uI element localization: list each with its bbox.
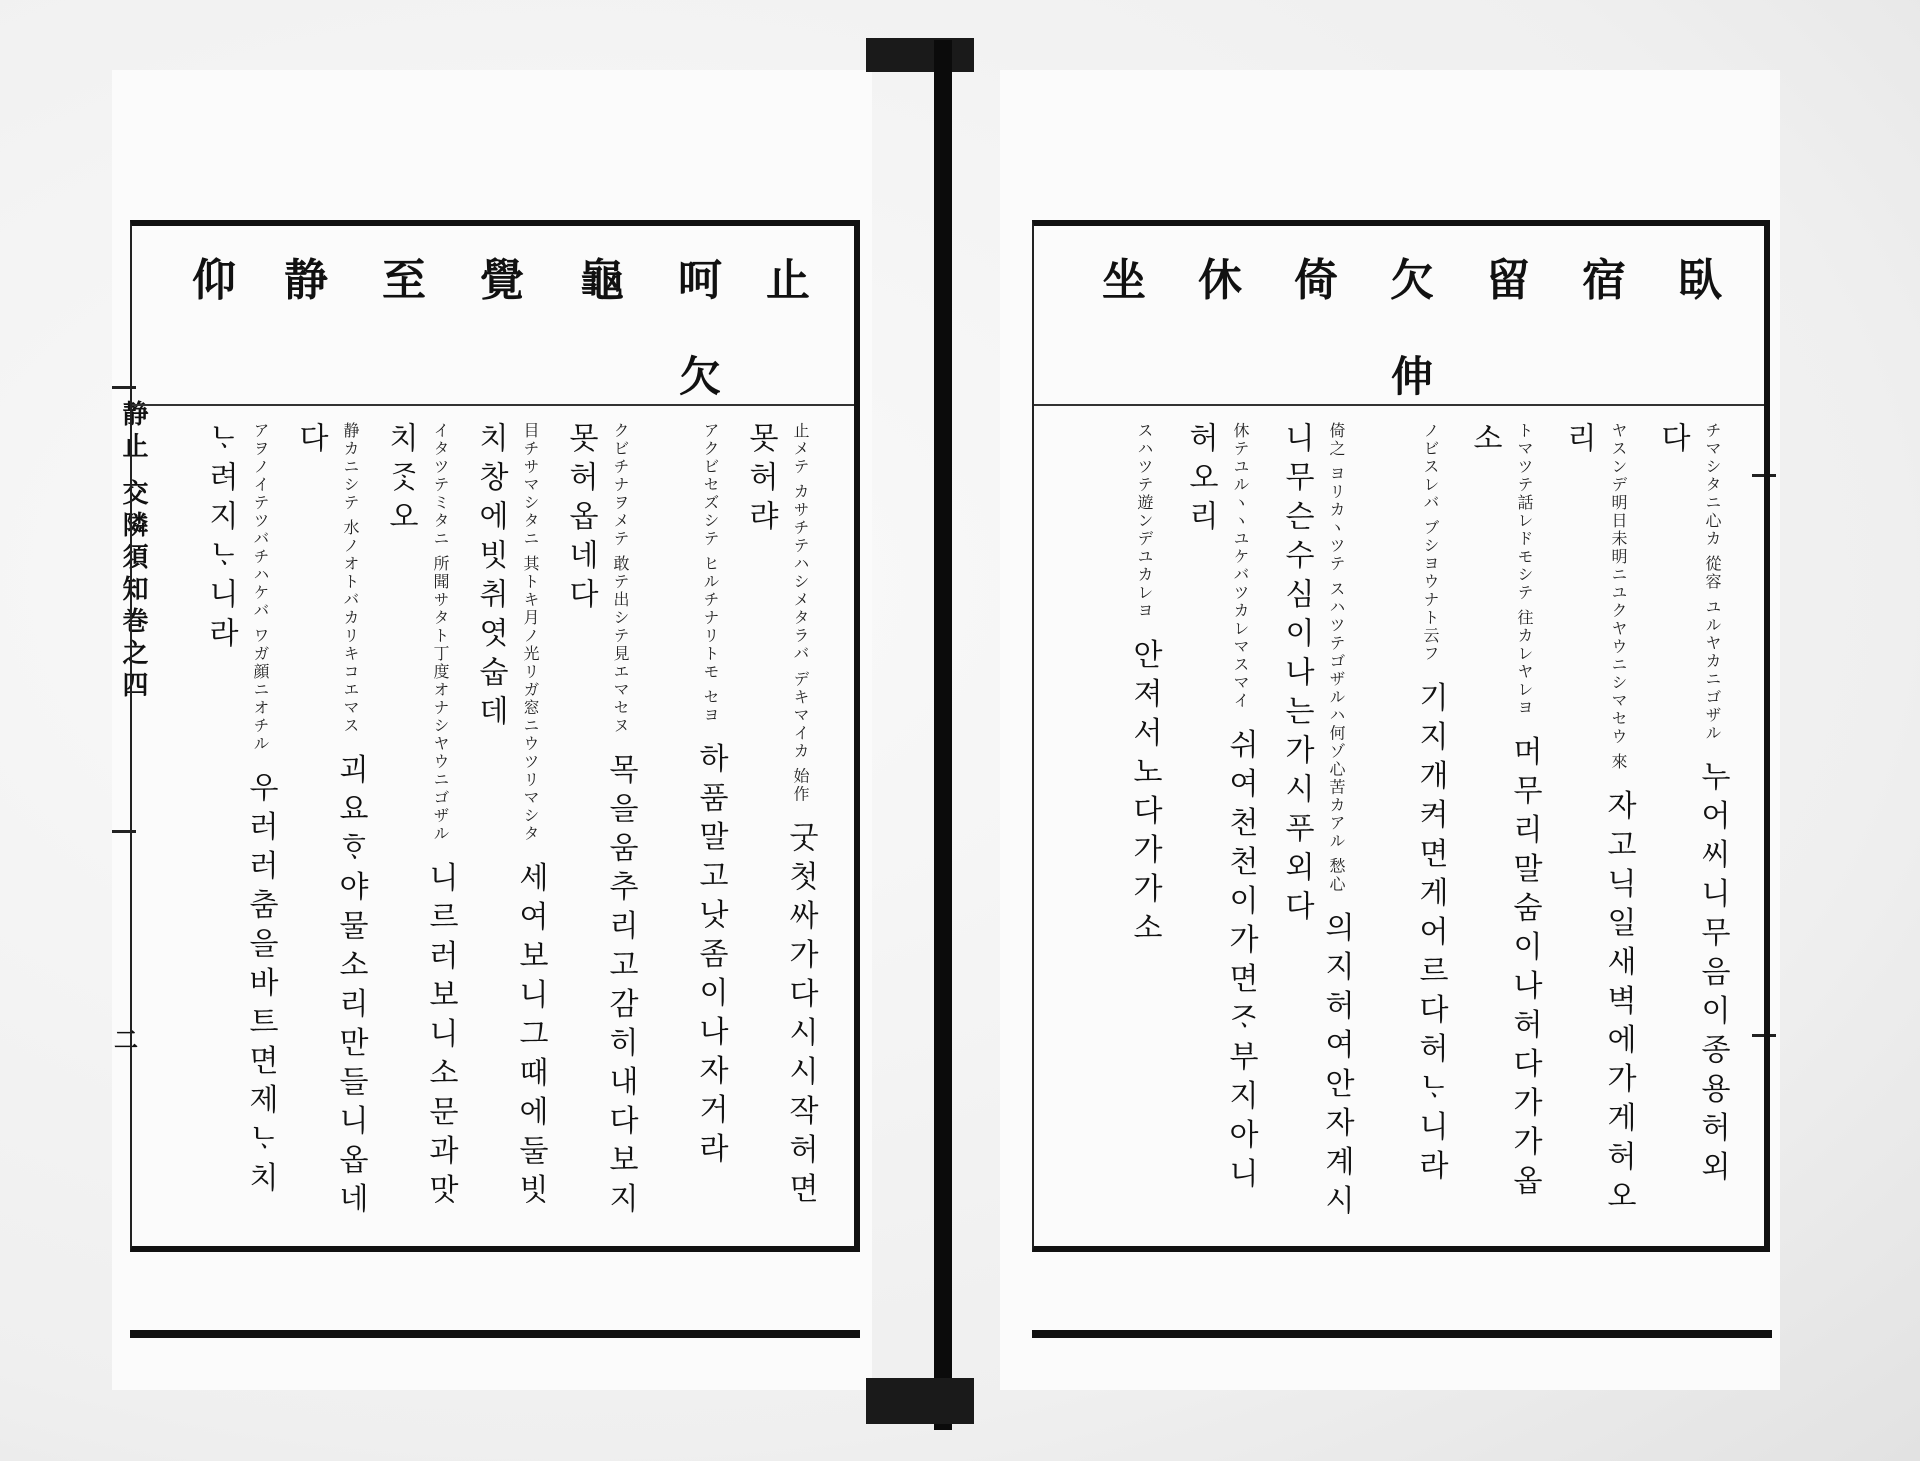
korean-text: 니르러보니소문과맛치ᄌᆞᆺ오 — [383, 422, 458, 1213]
sub-head-char: 欠 — [678, 352, 721, 401]
head-char: 臥 — [1678, 255, 1722, 306]
entry-column — [1180, 422, 1260, 1226]
head-char: 覺 — [480, 255, 524, 306]
japanese-gloss: トマツテ話レドモシテ 往カレヤレヨ — [1515, 422, 1534, 718]
bottom-rule — [130, 1330, 860, 1338]
japanese-gloss: 静カニシテ 水ノオトバカリキコエマス — [341, 422, 360, 736]
korean-text: 목을움추리고감히내다보지못허옵네다 — [563, 422, 638, 1222]
head-character-row — [132, 244, 854, 401]
korean-text: 우러러춤을바트면제ᄂᆞ치ᄂᆞ려지ᄂᆞ니라 — [203, 422, 278, 1201]
head-char: 坐 — [1102, 255, 1146, 306]
left-page — [112, 70, 872, 1390]
entry-column — [740, 422, 820, 1226]
japanese-gloss: 止メテ カサチテハシメタラバ デキマイカ 始作 — [791, 422, 810, 804]
head-char: 至 — [382, 255, 426, 306]
text-frame — [1032, 220, 1770, 1252]
entry-column — [380, 422, 460, 1226]
japanese-gloss: アヲノイテツバチハケバ ワガ顔ニオチル — [251, 422, 270, 754]
book-spine — [934, 40, 952, 1430]
entry-column — [1652, 422, 1732, 1226]
entry-column — [470, 422, 550, 1226]
japanese-gloss: クビチナヲメテ 敢テ出シテ見エマセヌ — [611, 422, 630, 736]
korean-text: 안져서노다가가소 — [1127, 638, 1162, 951]
head-char: 欠 — [1390, 255, 1434, 306]
japanese-gloss: 休テユルヽヽユケバツカレマスマイ — [1231, 422, 1250, 710]
japanese-gloss: チマシタニ心カ 從容 ユルヤカニゴザル — [1703, 422, 1722, 743]
korean-text: 굿첫싸가다시시작허면못허랴 — [743, 422, 818, 1212]
page-number: 二 — [114, 1025, 138, 1054]
japanese-gloss: アクビセズシテ ヒルチナリトモ セヨ — [701, 422, 720, 725]
japanese-gloss: 目チサマシタニ 其トキ月ノ光リガ窓ニウツリマシタ — [521, 422, 540, 844]
korean-text: 기지개켜면게어르다허ᄂᆞ니라 — [1413, 681, 1448, 1189]
head-char: 龜 — [580, 255, 624, 306]
head-char: 休 — [1198, 255, 1242, 306]
header-rule — [1034, 404, 1764, 406]
entry-column — [1124, 422, 1164, 951]
japanese-gloss: スハツテ遊ンデユカレヨ — [1135, 422, 1154, 620]
japanese-gloss: ノビスレバ ブシヨウナト云フ — [1421, 422, 1440, 664]
header-rule — [132, 404, 854, 406]
head-char: 倚 — [1294, 255, 1338, 306]
japanese-gloss: イタツテミタニ 所聞サタト丁度オナシヤウニゴザル — [431, 422, 450, 844]
head-character-row — [1034, 244, 1764, 401]
entry-column — [1464, 422, 1544, 1226]
entry-column — [200, 422, 280, 1226]
head-char: 留 — [1486, 255, 1530, 306]
entry-column — [1558, 422, 1638, 1226]
entry-column — [1276, 422, 1356, 1226]
entry-column — [560, 422, 640, 1226]
japanese-gloss: 倚之 ヨリカヽツテ スハツテゴザルハ何ゾ心苦カアル 愁心 — [1327, 422, 1346, 894]
korean-text: 누어씨니무음이종용허외다 — [1655, 422, 1730, 1190]
japanese-gloss: ヤスンデ明日未明ニユクヤウニシマセウ 來 — [1609, 422, 1628, 772]
entry-column — [1410, 422, 1450, 1189]
korean-text: 자고닉일새벽에가게허오리 — [1561, 422, 1636, 1219]
korean-text: 쉬여천천이가면ᄌᆞ부지아니허오리 — [1183, 422, 1258, 1197]
text-frame — [130, 220, 860, 1252]
entry-columns — [1034, 422, 1764, 1226]
entry-columns — [132, 422, 854, 1226]
korean-text: 세여보니그때에둘빗치창에빗취엿숩데 — [473, 422, 548, 1213]
margin-title: 静止 交隣須知巻之四 — [118, 400, 148, 704]
head-char: 止 — [766, 255, 810, 306]
head-char: 仰 — [192, 255, 236, 306]
korean-text: 괴요ᄒᆞ야물소리만들니옵네다 — [293, 422, 368, 1222]
sub-head-char: 伸 — [1390, 352, 1433, 401]
bottom-rule — [1032, 1330, 1772, 1338]
right-page — [1000, 70, 1780, 1390]
head-char: 静 — [284, 255, 328, 306]
korean-text: 머무리말숨이나허다가가옵소 — [1467, 422, 1542, 1204]
entry-column — [290, 422, 370, 1226]
binding-clip-top — [866, 38, 974, 72]
korean-text: 하품말고낫좀이나자거라 — [693, 742, 728, 1172]
head-char: 宿 — [1582, 255, 1626, 306]
head-char: 呵 — [678, 255, 722, 306]
korean-text: 의지허여안자계시니무슨수심이나는가시푸외다 — [1279, 422, 1354, 1224]
entry-column — [690, 422, 730, 1172]
binding-clip-bottom — [866, 1378, 974, 1424]
